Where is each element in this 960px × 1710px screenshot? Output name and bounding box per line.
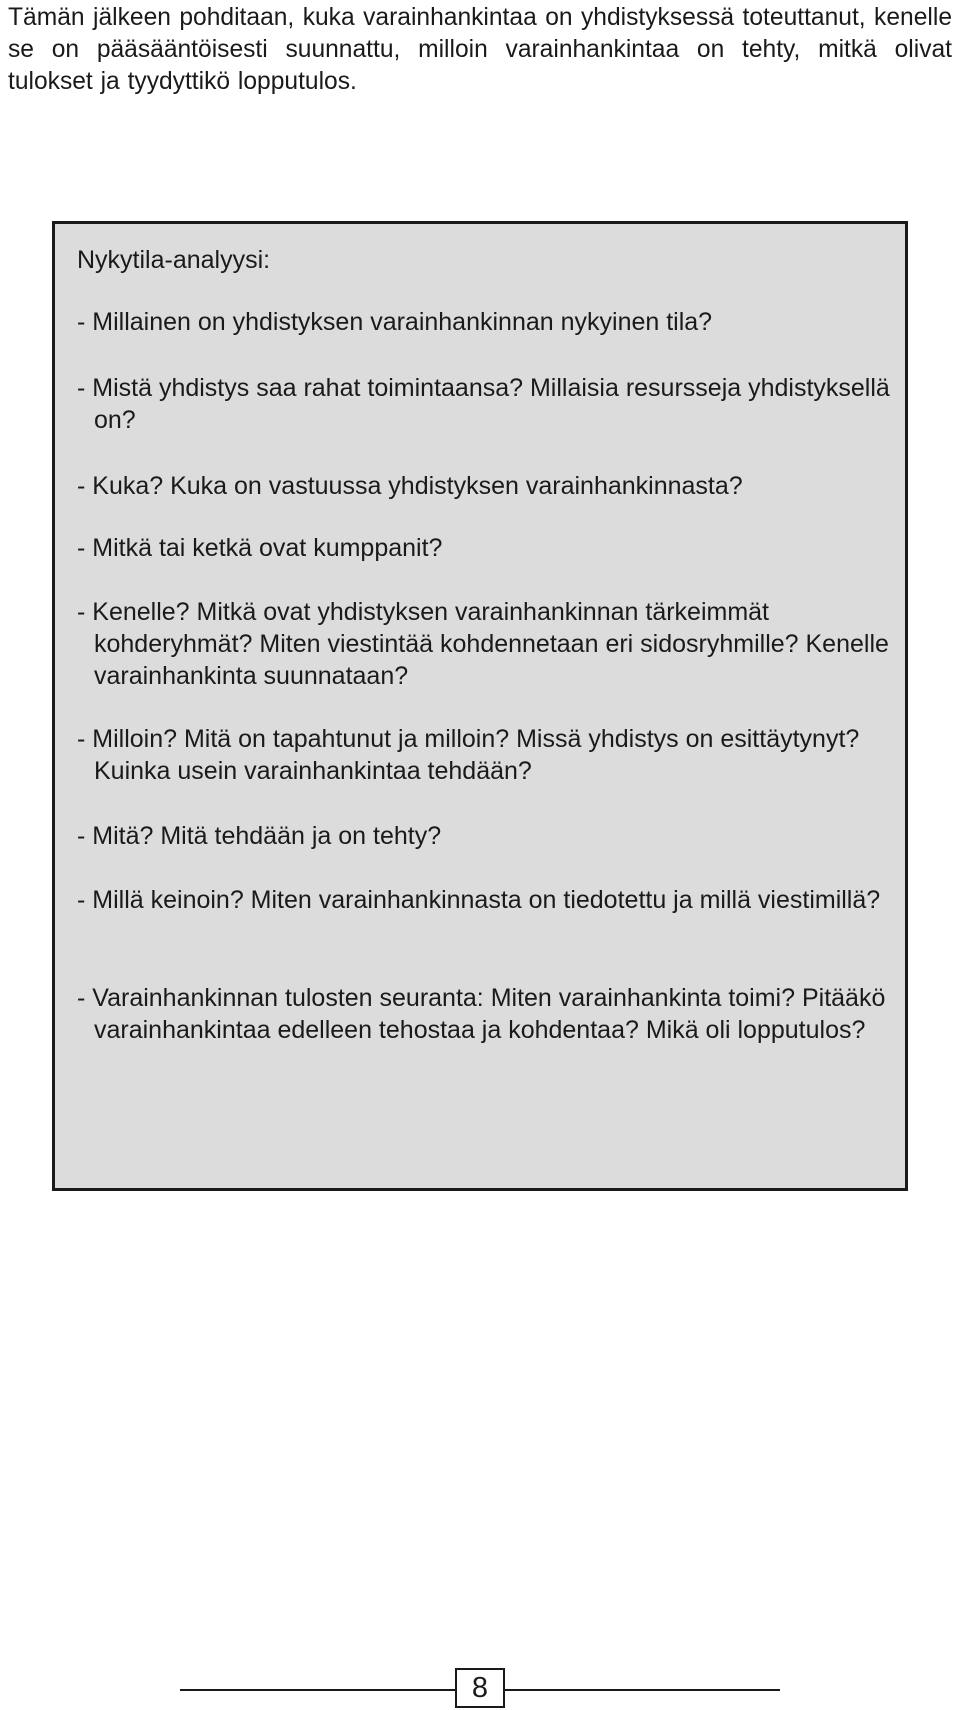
box-item-6: - Milloin? Mitä on tapahtunut ja milloin? Missä yhdistys on esittäytynyt? Kuinka usein varainhankintaa tehdään? — [77, 725, 860, 785]
box-item-5: - Kenelle? Mitkä ovat yhdistyksen varainhankinnan tärkeimmät kohderyhmät? Miten viestintää kohdennetaan eri sidosryhmille? Kenelle varainhankinta suunnataan? — [77, 598, 889, 690]
box-item-9: - Varainhankinnan tulosten seuranta: Miten varainhankinta toimi? Pitääkö varainhankintaa edelleen tehostaa ja kohdentaa? Mikä oli lopputulos? — [77, 984, 886, 1044]
box-item-7: - Mitä? Mitä tehdään ja on tehty? — [77, 822, 442, 850]
footer-rule-left — [180, 1689, 455, 1691]
box-title: Nykytila-analyysi: — [77, 246, 271, 274]
box-item-4: - Mitkä tai ketkä ovat kumppanit? — [77, 534, 443, 562]
intro-paragraph: Tämän jälkeen pohditaan, kuka varainhankintaa on yhdistyksessä toteuttanut, kenelle se on pääsääntöisesti suunnattu, milloin varainhankintaa on tehty, mitkä olivat tulokset ja tyydyttikö lopputulos. — [8, 4, 952, 95]
box-item-1: - Millainen on yhdistyksen varainhankinnan nykyinen tila? — [77, 308, 713, 336]
box-item-3: - Kuka? Kuka on vastuussa yhdistyksen varainhankinnasta? — [77, 472, 743, 500]
page-number: 8 — [455, 1668, 505, 1708]
box-item-8: - Millä keinoin? Miten varainhankinnasta on tiedotettu ja millä viestimillä? — [77, 886, 881, 914]
box-item-2: - Mistä yhdistys saa rahat toimintaansa? Millaisia resursseja yhdistyksellä on? — [77, 374, 890, 434]
footer-rule-right — [505, 1689, 780, 1691]
